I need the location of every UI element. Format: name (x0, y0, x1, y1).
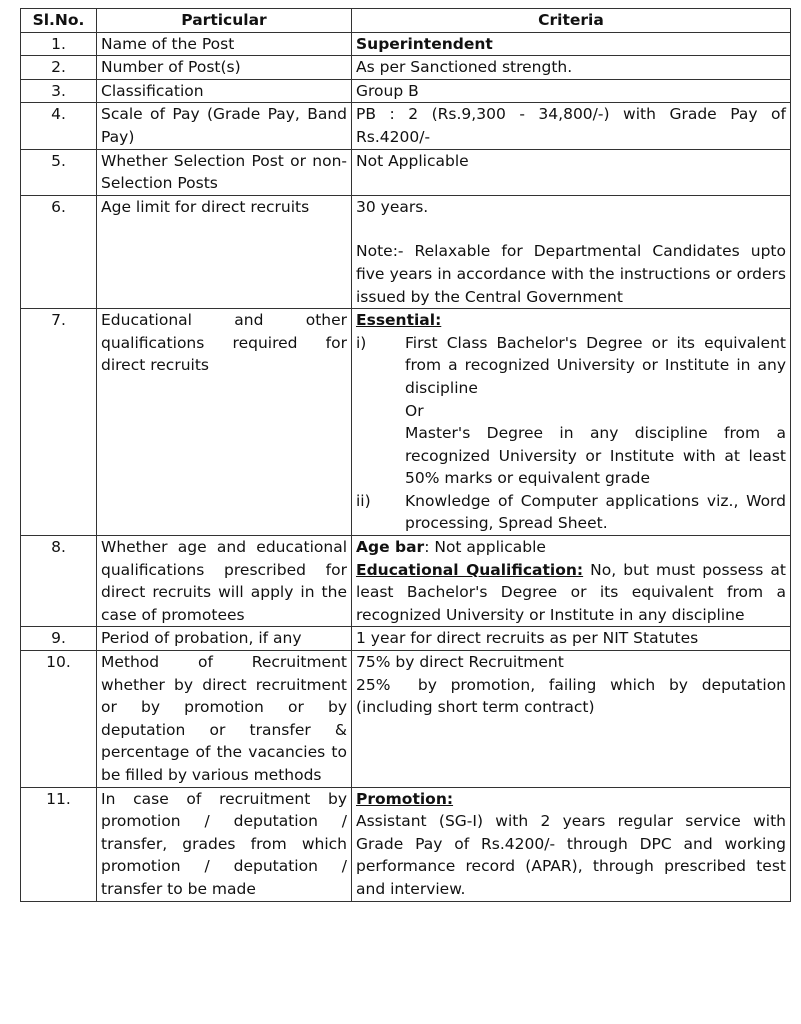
row-number: 2. (21, 56, 97, 80)
row-criteria (352, 651, 791, 788)
educational-qualification-text: No, but must possess at least Bachelor's Degree or its equivalent from a recognized University or Institute in any discipline (356, 560, 786, 624)
table-row (21, 79, 791, 103)
row-criteria (352, 309, 791, 536)
row-particular: Scale of Pay (Grade Pay, Band Pay) (97, 103, 352, 149)
item-number: ii) (356, 491, 371, 510)
direct-recruitment-share: 75% by direct Recruitment (356, 653, 564, 672)
header-row (21, 9, 791, 33)
table-row (21, 309, 791, 536)
qualification-item (356, 332, 786, 400)
promotion-text: Assistant (SG-I) with 2 years regular service with Grade Pay of Rs.4200/- through DPC and working performance record (APAR), through prescribed test and interview. (356, 812, 786, 898)
essential-heading: Essential: (356, 311, 442, 330)
table-row (21, 651, 791, 788)
age-bar-label: Age bar (356, 538, 425, 557)
row-number: 9. (21, 627, 97, 651)
row-criteria (352, 536, 791, 627)
table-row (21, 195, 791, 308)
or-separator: Or (405, 401, 424, 420)
row-particular: Classification (97, 79, 352, 103)
age-bar-text: : Not applicable (424, 538, 546, 557)
row-criteria: Not Applicable (352, 149, 791, 195)
table-row (21, 536, 791, 627)
row-particular: Whether Selection Post or non-Selection Posts (97, 149, 352, 195)
row-particular: Age limit for direct recruits (97, 195, 352, 308)
alternative-qualification: Master's Degree in any discipline from a recognized University or Institute with at least 50% marks or equivalent grade (405, 424, 786, 488)
age-relaxation-note: Note:- Relaxable for Departmental Candidates upto five years in accordance with the instructions or orders issued by the Central Government (356, 242, 786, 306)
table-row (21, 627, 791, 651)
recruitment-rules-table (20, 8, 791, 902)
educational-qualification-block (356, 559, 786, 627)
item-text: Knowledge of Computer applications viz., Word processing, Spread Sheet. (405, 491, 786, 533)
table-row (21, 32, 791, 56)
table-row (21, 149, 791, 195)
row-criteria: 1 year for direct recruits as per NIT Statutes (352, 627, 791, 651)
table-row (21, 103, 791, 149)
row-number: 3. (21, 79, 97, 103)
qualification-item (356, 490, 786, 535)
row-number: 11. (21, 787, 97, 901)
row-number: 7. (21, 309, 97, 536)
row-criteria (352, 787, 791, 901)
educational-qualification-label: Educational Qualification: (356, 560, 584, 579)
item-number: i) (356, 333, 367, 352)
item-text: First Class Bachelor's Degree or its equivalent from a recognized University or Institute in any discipline (405, 333, 786, 397)
row-number: 4. (21, 103, 97, 149)
row-number: 8. (21, 536, 97, 627)
row-number: 1. (21, 32, 97, 56)
row-criteria: Superintendent (352, 32, 791, 56)
header-criteria: Criteria (352, 9, 791, 33)
age-bar-line (356, 536, 786, 559)
promotion-heading: Promotion: (356, 789, 454, 808)
row-number: 10. (21, 651, 97, 788)
promotion-share: 25% by promotion, failing which by deputation (including short term contract) (356, 675, 791, 717)
row-criteria (352, 195, 791, 308)
header-particular: Particular (97, 9, 352, 33)
row-criteria: Group B (352, 79, 791, 103)
header-sl-no: Sl.No. (21, 9, 97, 33)
row-number: 6. (21, 195, 97, 308)
row-particular: Educational and other qualifications required for direct recruits (97, 309, 352, 536)
table-row (21, 787, 791, 901)
row-particular: In case of recruitment by promotion / deputation / transfer, grades from which promotion / deputation / transfer to be made (97, 787, 352, 901)
table-row (21, 56, 791, 80)
row-criteria: PB : 2 (Rs.9,300 - 34,800/-) with Grade Pay of Rs.4200/- (352, 103, 791, 149)
row-particular: Method of Recruitment whether by direct recruitment or by promotion or by deputation or transfer & percentage of the vacancies to be filled by various methods (97, 651, 352, 788)
row-particular: Number of Post(s) (97, 56, 352, 80)
row-particular: Whether age and educational qualifications prescribed for direct recruits will apply in the case of promotees (97, 536, 352, 627)
row-particular: Name of the Post (97, 32, 352, 56)
row-particular: Period of probation, if any (97, 627, 352, 651)
row-criteria: As per Sanctioned strength. (352, 56, 791, 80)
age-limit-value: 30 years. (356, 197, 429, 216)
row-number: 5. (21, 149, 97, 195)
